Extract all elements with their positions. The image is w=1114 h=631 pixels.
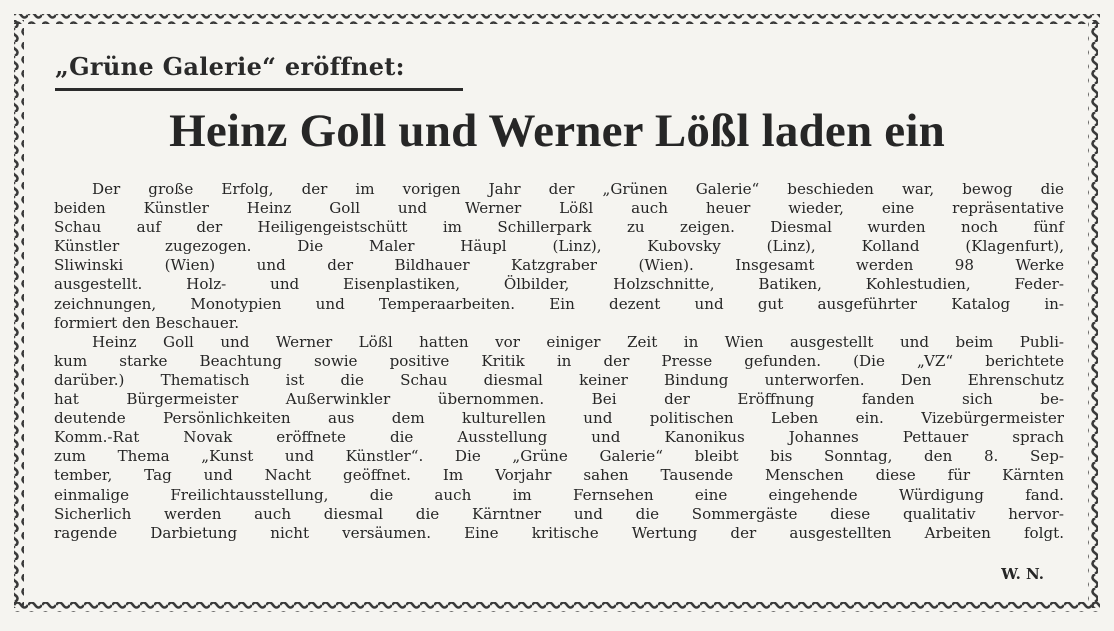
article-line: einmalige Freilichtausstellung, die auch im Fernsehen eine eingehende Würdigung fand. (54, 485, 1064, 504)
article-line: beiden Künstler Heinz Goll und Werner Lößl auch heuer wieder, eine repräsentative (54, 199, 1064, 218)
article-line: Schau auf der Heiligengeistschütt im Schillerpark zu zeigen. Diesmal wurden noch fünf (54, 218, 1064, 237)
article-line: deutende Persönlichkeiten aus dem kulturellen und politischen Leben ein. Vizebürgermeister (54, 409, 1064, 428)
kicker-heading: „Grüne Galerie“ eröffnet: (55, 52, 405, 81)
article-line: Komm.-Rat Novak eröffnete die Ausstellung und Kanonikus Johannes Pettauer sprach (54, 428, 1064, 447)
headline: Heinz Goll und Werner Lößl laden ein (169, 105, 945, 157)
article-line: darüber.) Thematisch ist die Schau diesmal keiner Bindung unterworfen. Den Ehrenschutz (54, 370, 1064, 389)
article-line: hat Bürgermeister Außerwinkler übernommen. Bei der Eröffnung fanden sich be- (54, 390, 1064, 409)
author-signature: W. N. (1001, 565, 1044, 583)
article-line: tember, Tag und Nacht geöffnet. Im Vorjahr sahen Tausende Menschen diese für Kärnten (54, 466, 1064, 485)
article-line: Der große Erfolg, der im vorigen Jahr der „Grünen Galerie“ beschieden war, bewog die (92, 180, 1064, 198)
article-line: ragende Darbietung nicht versäumen. Eine kritische Wertung der ausgestellten Arbeiten folgt. (54, 523, 1064, 542)
article-body (54, 180, 1064, 543)
article-line: kum starke Beachtung sowie positive Kritik in der Presse gefunden. (Die „VZ“ berichtete (54, 351, 1064, 370)
article-line: ausgestellt. Holz- und Eisenplastiken, Ölbilder, Holzschnitte, Batiken, Kohlestudien, Feder- (54, 275, 1064, 294)
article-line: Künstler zugezogen. Die Maler Häupl (Linz), Kubovsky (Linz), Kolland (Klagenfurt), (54, 237, 1064, 256)
article-line: zum Thema „Kunst und Künstler“. Die „Grüne Galerie“ bleibt bis Sonntag, den 8. Sep- (54, 447, 1064, 466)
article-line: Heinz Goll und Werner Lößl hatten vor einiger Zeit in Wien ausgestellt und beim Publi- (92, 332, 1064, 351)
kicker-underline (55, 88, 463, 91)
article-line: Sicherlich werden auch diesmal die Kärntner und die Sommergäste diese qualitativ hervor- (54, 504, 1064, 523)
article-line: zeichnungen, Monotypien und Temperaarbeiten. Ein dezent und gut ausgeführter Katalog in- (54, 294, 1064, 313)
article-line: formiert den Beschauer. (54, 313, 240, 332)
article-line: Sliwinski (Wien) und der Bildhauer Katzgraber (Wien). Insgesamt werden 98 Werke (54, 256, 1064, 275)
